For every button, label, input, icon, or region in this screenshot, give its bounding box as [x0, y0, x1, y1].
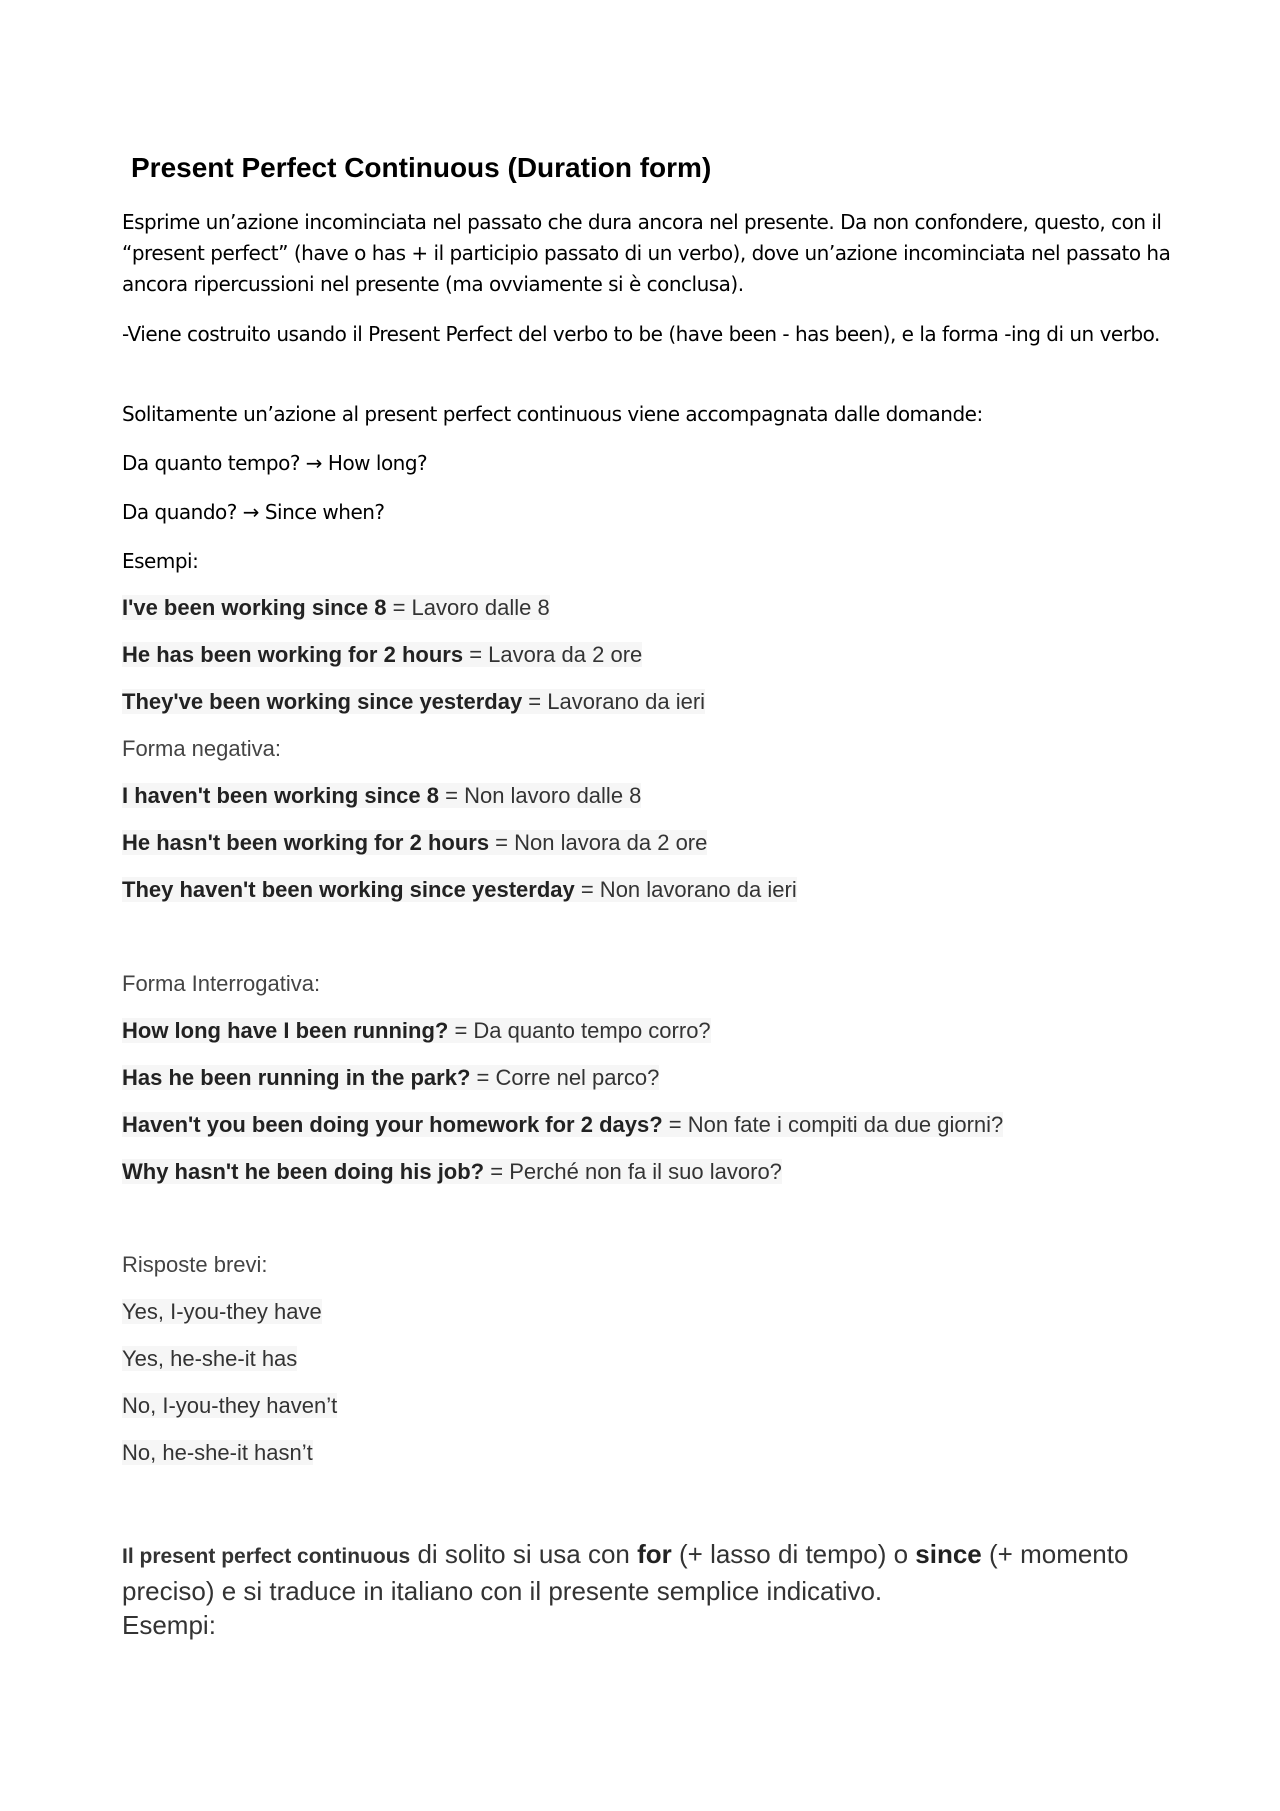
- usage-paragraph: [122, 1537, 1172, 1642]
- short-answer-line: [122, 1345, 297, 1372]
- short-answer-text: No, he-she-it hasn’t: [122, 1440, 313, 1465]
- example-line: [122, 1111, 1003, 1138]
- example-line: [122, 594, 550, 621]
- example-italian: = Non fate i compiti da due giorni?: [662, 1112, 1004, 1137]
- examples-label: Esempi:: [122, 549, 199, 573]
- negative-form-label: Forma negativa:: [122, 736, 281, 761]
- short-answer-text: Yes, I-you-they have: [122, 1299, 322, 1324]
- example-english: How long have I been running?: [122, 1018, 449, 1043]
- example-line: [122, 876, 797, 903]
- usage-subject: Il present perfect continuous: [122, 1545, 411, 1568]
- usage-text-part: (+ lasso di tempo) o: [671, 1539, 916, 1569]
- short-answer-text: No, I-you-they haven’t: [122, 1393, 338, 1418]
- example-italian: = Lavorano da ieri: [522, 689, 706, 714]
- short-answer-line: [122, 1298, 322, 1325]
- usage-keyword-for: for: [637, 1539, 672, 1569]
- example-italian: = Perché non fa il suo lavoro?: [484, 1159, 782, 1184]
- example-line: [122, 641, 642, 668]
- example-line: [122, 1064, 659, 1091]
- usage-keyword-since: since: [915, 1539, 982, 1569]
- how-long-line: Da quanto tempo? → How long?: [122, 451, 428, 475]
- example-italian: = Non lavoro dalle 8: [439, 783, 642, 808]
- example-english: They've been working since yesterday: [122, 689, 523, 714]
- usage-text-part: di solito si usa con: [410, 1539, 638, 1569]
- interrogative-form-label: Forma Interrogativa:: [122, 971, 321, 996]
- example-english: Why hasn't he been doing his job?: [122, 1159, 485, 1184]
- example-english: They haven't been working since yesterday: [122, 877, 575, 902]
- example-line: [122, 1158, 782, 1185]
- short-answers-label: Risposte brevi:: [122, 1252, 268, 1277]
- example-line: [122, 688, 705, 715]
- example-english: Haven't you been doing your homework for 2 days?: [122, 1112, 663, 1137]
- example-italian: = Corre nel parco?: [470, 1065, 660, 1090]
- example-line: [122, 829, 707, 856]
- example-english: I haven't been working since 8: [122, 783, 439, 808]
- example-english: He has been working for 2 hours: [122, 642, 464, 667]
- construction-paragraph: -Viene costruito usando il Present Perfect del verbo to be (have been - has been), e la forma -ing di un verbo.: [122, 322, 1160, 346]
- short-answer-line: [122, 1392, 337, 1419]
- since-when-line: Da quando? → Since when?: [122, 500, 385, 524]
- questions-intro-paragraph: Solitamente un’azione al present perfect continuous viene accompagnata dalle domande:: [122, 402, 983, 426]
- example-line: [122, 782, 641, 809]
- page-title: Present Perfect Continuous (Duration form): [131, 152, 712, 183]
- example-line: [122, 1017, 711, 1044]
- example-italian: = Lavora da 2 ore: [463, 642, 643, 667]
- example-italian: = Da quanto tempo corro?: [448, 1018, 711, 1043]
- short-answer-line: [122, 1439, 313, 1466]
- example-english: I've been working since 8: [122, 595, 387, 620]
- example-english: He hasn't been working for 2 hours: [122, 830, 490, 855]
- usage-examples-label: Esempi:: [122, 1610, 216, 1640]
- usage-text-part: (+ momento preciso) e si traduce in italiano con il presente semplice indicativo.: [122, 1539, 1129, 1606]
- example-italian: = Non lavorano da ieri: [574, 877, 797, 902]
- example-italian: = Non lavora da 2 ore: [489, 830, 708, 855]
- intro-paragraph: Esprime un’azione incominciata nel passato che dura ancora nel presente. Da non confondere, questo, con il “present perfect” (have o has + il participio passato di un verbo), dove un’azione incominciata nel passato ha ancora ripercussioni nel presente (ma ovviamente si è conclusa).: [122, 210, 1171, 296]
- example-italian: = Lavoro dalle 8: [386, 595, 550, 620]
- example-english: Has he been running in the park?: [122, 1065, 471, 1090]
- short-answer-text: Yes, he-she-it has: [122, 1346, 298, 1371]
